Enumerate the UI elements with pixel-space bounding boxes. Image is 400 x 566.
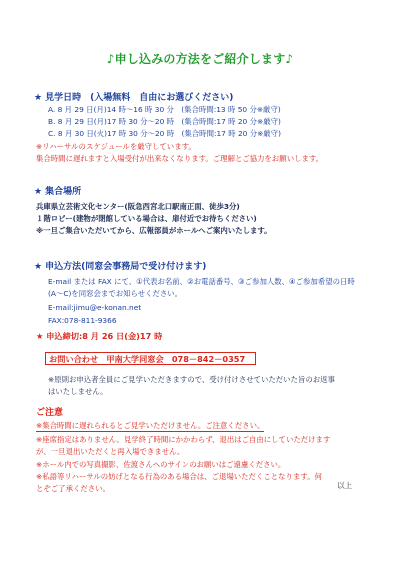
application-instructions-1: E-mail または FAX にて、①代表お名前、②お電話番号、③ご参加人数、④ご参加希望の日時 [48,277,355,286]
application-fax: FAX:078-811-9366 [48,316,117,325]
star-icon: ★ [34,93,43,103]
schedule-option-c: C. 8 月 30 日(火)17 時 30 分～20 時 (集合時間:17 時 20 分※厳守) [48,129,281,138]
late-entry-note: 集合時間に遅れますと入場受付が出来なくなります。ご理解とご協力をお願いします。 [36,154,324,163]
application-heading-text: 申込方法(同窓会事務局で受け付けます) [45,262,207,272]
notes-line-2: ※座席指定はありません。見学終了時間にかかわらず、退出はご自由にしていただけます [36,435,331,444]
meeting-venue: 兵庫県立芸術文化センター(阪急西宮北口駅南正面、徒歩3分) [36,202,240,211]
meeting-guidance: ※一旦ご集合いただいてから、広報部員がホールへご案内いたします。 [36,226,272,235]
application-email[interactable]: E-mail:jimu@e-konan.net [48,303,142,312]
notes-line-1 [36,420,264,432]
application-instructions-2: (A～C)を同窓会までお知らせください。 [48,289,183,298]
rehearsal-note: ※リハーサルのスケジュールを厳守しています。 [36,142,196,151]
section-heading-application [34,259,206,272]
star-icon: ★ [34,187,43,197]
notes-heading: ご注意 [36,408,64,418]
page-title: ♪申し込みの方法をご紹介します♪ [106,52,294,66]
reply-note-1: ※原則お申込者全員にご見学いただきますので、受け付けさせていただいた旨のお返事 [48,375,335,384]
meeting-heading-text: 集合場所 [45,187,82,197]
schedule-heading-text: 見学日時 (入場無料 自由にお選びください) [45,93,234,103]
schedule-option-b: B. 8 月 29 日(月)17 時 30 分～20 時 (集合時間:17 時 20 分※厳守) [48,117,281,126]
notes-line-3: が、一旦退出いただくと再入場できません。 [36,447,185,456]
star-icon: ★ [36,331,44,341]
closing-mark: 以上 [337,481,352,490]
notes-line-1-text: ※集合時間に遅れられるとご見学いただけません。ご注意ください。 [36,421,265,430]
deadline-text: 申込締切:8 月 26 日(金)17 時 [46,331,163,341]
notes-line-6: とぞご了承ください。 [36,484,110,493]
star-icon: ★ [34,262,43,272]
section-heading-meeting-place [34,184,81,197]
section-heading-schedule [34,90,233,103]
meeting-lobby: １階ロビー(建物が閉館している場合は、扉付近でお待ちください) [36,214,257,223]
notes-line-4: ※ホール内での写真撮影、佐渡さんへのサインのお願いはご遠慮ください。 [36,460,286,469]
reply-note-2: はいたしません。 [48,387,108,396]
application-deadline [36,330,162,342]
notes-line-5: ※私語等リハーサルの妨げとなる行為のある場合は、ご退場いただくことなります。何 [36,472,322,481]
schedule-option-a: A. 8 月 29 日(月)14 時～16 時 30 分 (集合時間:13 時 50 分※厳守) [48,105,281,114]
contact-box: お問い合わせ 甲南大学同窓会 078－842－0357 [45,352,256,365]
